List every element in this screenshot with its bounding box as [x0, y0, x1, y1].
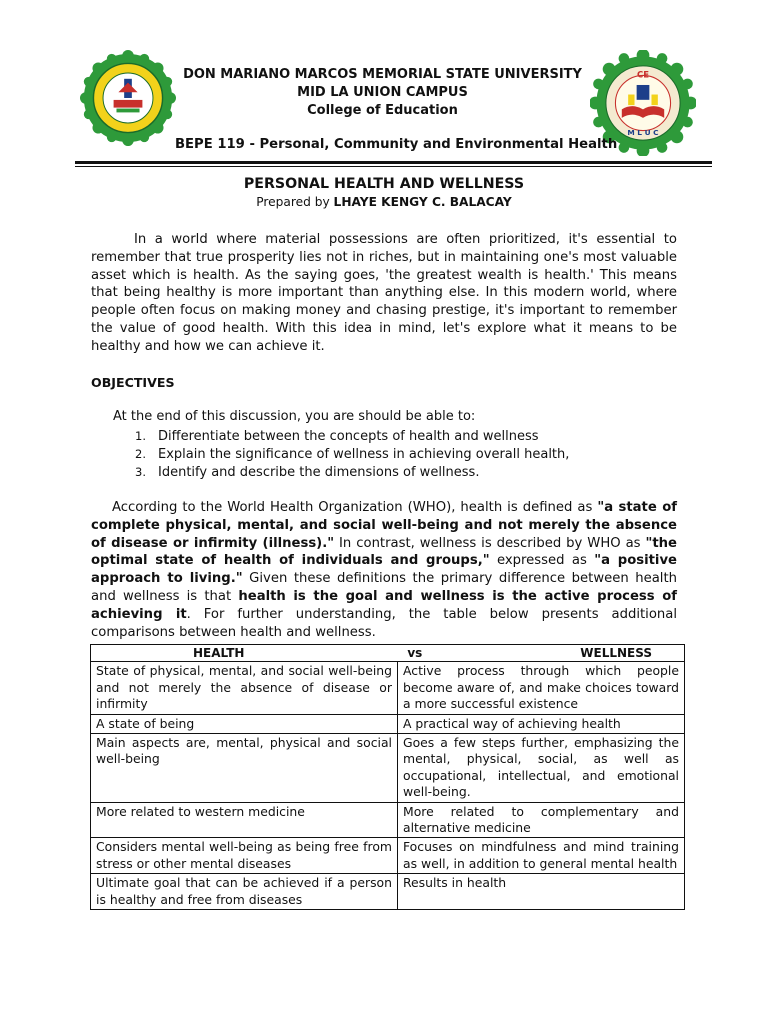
wellness-cell: Active process through which people become aware of, and make choices toward a more successful existence	[398, 662, 685, 714]
wellness-cell: Focuses on mindfulness and mind training as well, in addition to general mental health	[398, 838, 685, 874]
health-cell: Main aspects are, mental, physical and social well-being	[91, 734, 398, 803]
header-divider-thin	[75, 166, 712, 167]
list-item	[113, 464, 569, 482]
table-row	[91, 734, 685, 803]
prepared-prefix: Prepared by	[256, 195, 330, 209]
campus-name: MID LA UNION CAMPUS	[297, 85, 468, 100]
table-row	[91, 662, 685, 714]
list-number: 1.	[135, 429, 146, 443]
health-cell: Considers mental well-being as being free from stress or other mental diseases	[91, 838, 398, 874]
who-text-1: According to the World Health Organization (WHO), health is defined as	[112, 500, 598, 515]
university-name: DON MARIANO MARCOS MEMORIAL STATE UNIVERSITY	[183, 67, 582, 82]
intro-text: In a world where material possessions are often prioritized, it's essential to remember that true prosperity lies not in riches, but in maintaining one's most valuable asset which is health. As the saying goes, 'the greatest wealth is health.' This means that being healthy is more important than anything else. In this modern world, where people often focus on making money and chasing prestige, it's important to remember the value of good health. With this idea in mind, let's explore what it means to be healthy and how we can achieve it.	[91, 232, 677, 354]
intro-paragraph	[91, 231, 677, 356]
who-key-difference: health is the goal and wellness is the active process of achieving it	[91, 588, 677, 622]
prepared-by	[0, 195, 768, 209]
header-vs: vs	[407, 646, 423, 660]
table-row	[91, 874, 685, 910]
health-cell: More related to western medicine	[91, 802, 398, 838]
wellness-cell: More related to complementary and alternative medicine	[398, 802, 685, 838]
objectives-intro: At the end of this discussion, you are should be able to:	[113, 409, 476, 424]
who-text-3: expressed as	[489, 553, 595, 569]
college-name: College of Education	[307, 103, 458, 118]
list-text: Differentiate between the concepts of health and wellness	[158, 429, 539, 444]
who-definition-paragraph	[91, 499, 677, 641]
wellness-cell: Goes a few steps further, emphasizing the mental, physical, social, as well as occupational, intellectual, and emotional well-being.	[398, 734, 685, 803]
header-health: HEALTH	[193, 646, 245, 660]
objectives-heading: OBJECTIVES	[91, 375, 175, 390]
who-wellness-definition: "the optimal state of health of individuals and groups,"	[91, 535, 677, 569]
list-number: 2.	[135, 446, 146, 461]
who-positive-approach: "a positive approach to living."	[91, 553, 677, 587]
logo-right-top-text: CE	[636, 69, 650, 80]
wellness-cell: Results in health	[398, 874, 685, 910]
list-number: 3.	[135, 464, 146, 479]
wellness-cell: A practical way of achieving health	[398, 714, 685, 733]
header-wellness: WELLNESS	[580, 646, 652, 660]
objectives-list	[113, 428, 569, 481]
table-header	[91, 645, 685, 662]
health-cell: Ultimate goal that can be achieved if a person is healthy and free from diseases	[91, 874, 398, 910]
university-seal-logo	[80, 50, 176, 146]
who-text-5: . For further understanding, the table below presents additional comparisons between health and wellness.	[91, 606, 677, 640]
who-health-definition: "a state of complete physical, mental, and social well-being and not merely the absence of disease or infirmity (illness)."	[91, 500, 678, 551]
table-row	[91, 714, 685, 733]
who-text-4: Given these definitions the primary difference between health and wellness is that	[91, 571, 677, 604]
page-title: PERSONAL HEALTH AND WELLNESS	[243, 176, 525, 192]
list-text: Identify and describe the dimensions of wellness.	[158, 464, 480, 480]
table-row	[91, 838, 685, 874]
logo-right-bottom-text: M L U C	[627, 127, 659, 137]
list-item	[113, 446, 569, 464]
health-cell: A state of being	[91, 714, 398, 733]
list-text: Explain the significance of wellness in achieving overall health,	[158, 446, 570, 462]
course-title: BEPE 119 - Personal, Community and Environmental Health	[175, 137, 618, 152]
table-row	[91, 802, 685, 838]
who-text-2: In contrast, wellness is described by WHO as	[334, 535, 646, 551]
header-divider-thick	[75, 161, 712, 164]
comparison-table	[90, 644, 685, 910]
health-cell: State of physical, mental, and social well-being and not merely the absence of disease or infirmity	[91, 662, 398, 714]
table-header-row	[91, 645, 685, 662]
author-name: LHAYE KENGY C. BALACAY	[333, 195, 512, 209]
list-item	[113, 428, 569, 446]
